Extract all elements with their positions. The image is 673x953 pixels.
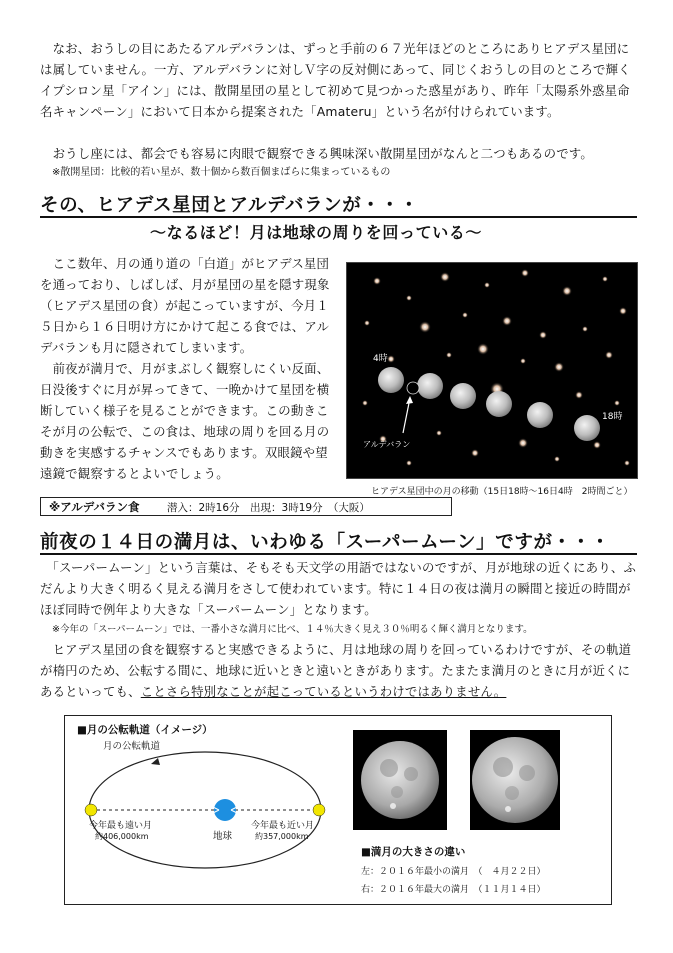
section2-title: 前夜の１４日の満月は、いわゆる「スーパームーン」ですが・・・ xyxy=(40,532,610,553)
near-moon-marker xyxy=(313,804,325,816)
section2-paragraph-2-underlined: ことさら特別なことが起こっているというわけではありません。 xyxy=(140,684,507,699)
near-moon-distance: 約357,000km xyxy=(255,832,309,841)
occultation-title: ※アルデバラン食 xyxy=(49,500,140,514)
moon-position-0h xyxy=(450,383,476,409)
intro-paragraph-2: おうし座には、都会でも容易に肉眼で観察できる興味深い散開星団がなんと二つもあるのです。 xyxy=(40,146,593,161)
section1-paragraph-2: 前夜が満月で、月がまぶしく観察しにくい反面、日没後すぐに月が昇ってきて、一晩かけて星団を横断していく様子を見ることができます。この動きこそが月の公転で、この食は、地球の周りを回る月の動きを実感するチャンスでもあります。双眼鏡や望遠鏡で観察するとよいでしょう。 xyxy=(40,361,330,481)
moon-size-title: ■満月の大きさの違い xyxy=(361,846,466,858)
moon-position-18h xyxy=(574,415,600,441)
far-moon-marker xyxy=(85,804,97,816)
orbit-title: ■月の公転軌道（イメージ） xyxy=(77,724,213,736)
moon-position-4h xyxy=(378,367,404,393)
hyades-figure xyxy=(346,262,638,479)
far-moon-distance: 約406,000km xyxy=(95,832,149,841)
moon-position-2h xyxy=(417,373,443,399)
section2-paragraph-1: 「スーパームーン」という言葉は、そもそも天文学の用語ではないのですが、月が地球の近くにあり、ふだんより大きく明るく見える満月をさして使われています。特に１４日の夜は満月の瞬間と接近の時間がほぼ同時で例年より大きな「スーパームーン」となります。 xyxy=(40,560,637,617)
section2-paragraph-2-text: ヒアデス星団の食を観察すると実感できるように、月は地球の周りを回っているわけですが、その軌道が楕円のため、公転する間に、地球に近いときと遠いときがあります。たまたま満月のときに月が近くにあるといっても、 xyxy=(40,642,632,699)
section1-subtitle: ～なるほど！月は地球の周りを回っている～ xyxy=(150,223,483,242)
hyades-figure-caption: ヒアデス星団中の月の移動（15日18時～16日4時 2時間ごと） xyxy=(371,487,633,497)
largest-moon-caption: 右：２０１６年最大の満月 （１１月１４日） xyxy=(361,885,546,895)
near-moon-label: 今年最も近い月 xyxy=(251,821,315,831)
section2-note: ※今年の「スーパームーン」では、一番小さな満月に比べ、１４％大きく見え３０％明るく輝く満月となります。 xyxy=(52,624,533,635)
label-end-time: 18時 xyxy=(602,412,623,422)
section1-rule xyxy=(40,216,637,218)
section1-paragraph-1: ここ数年、月の通り道の「白道」がヒアデス星団を通っており、しばしば、月が星団の星を隠す現象（ヒアデス星団の食）が起こっていますが、今月１５日から１６日明け方にかけて起こる食では、アルデバランも月に隠されてしまいます。 xyxy=(40,256,330,355)
largest-full-moon-photo xyxy=(470,730,560,830)
aldebaran-star xyxy=(407,382,419,394)
section1-title: その、ヒアデス星団とアルデバランが・・・ xyxy=(40,195,419,216)
orbit-direction-arrow xyxy=(151,758,160,765)
orbit-diagram xyxy=(73,736,333,886)
smallest-full-moon-photo xyxy=(353,730,447,830)
moon-position-22h xyxy=(486,391,512,417)
label-aldebaran: アルデバラン xyxy=(363,440,411,449)
moon-position-20h xyxy=(527,402,553,428)
earth-label: 地球 xyxy=(213,831,233,842)
section2-rule xyxy=(40,553,637,555)
occultation-details: 潜入：2時16分 出現：3時19分 （大阪） xyxy=(167,502,370,514)
label-start-time: 4時 xyxy=(373,354,388,364)
orbit-label: 月の公転軌道 xyxy=(103,741,161,752)
intro-paragraph-1: なお、おうしの目にあたるアルデバランは、ずっと手前の６７光年ほどのところにありヒアデス星団には属していません。一方、アルデバランに対しＶ字の反対側にあって、同じくおうしの目のところで輝くイプシロン星「アイン」には、散開星団の星として初めて見つかった惑星があり、昨年「太陽系外惑星命名キャンペーン」において日本から提案された「Amateru」という名が付けられています。 xyxy=(40,41,631,119)
occultation-box xyxy=(40,497,452,516)
orbit-box xyxy=(64,715,612,905)
earth-marker xyxy=(214,799,236,821)
intro-note: ※散開星団：比較的若い星が、数十個から数百個まばらに集まっているもの xyxy=(52,167,391,178)
smallest-moon-caption: 左：２０１６年最小の満月 （ ４月２２日） xyxy=(361,867,546,877)
section2-paragraph-2 xyxy=(40,639,638,702)
far-moon-label: 今年最も遠い月 xyxy=(89,821,153,831)
